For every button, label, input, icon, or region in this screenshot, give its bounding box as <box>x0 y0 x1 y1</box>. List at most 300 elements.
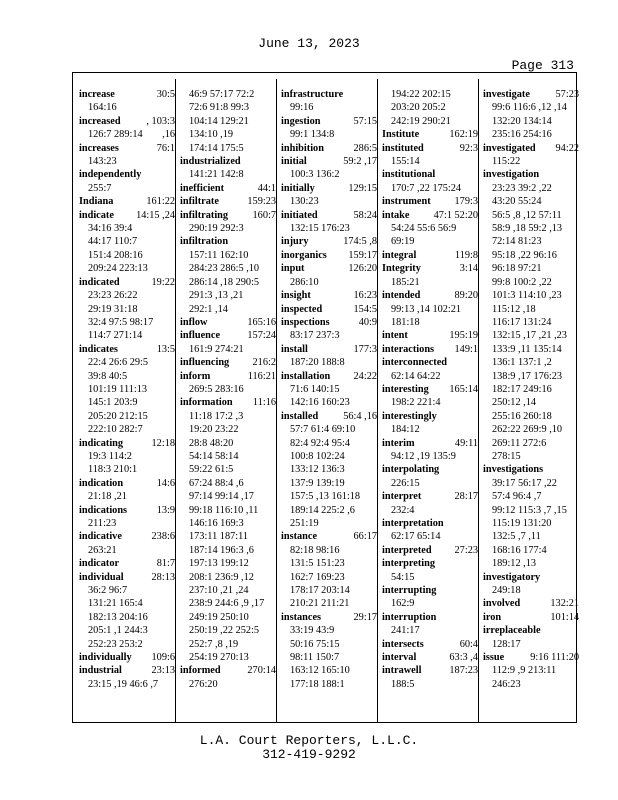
index-continuation <box>483 450 579 463</box>
entry-refs: 72:14 81:23 <box>492 236 542 248</box>
index-continuation <box>382 115 478 128</box>
entry-term: involved <box>483 598 521 610</box>
index-continuation <box>79 182 175 195</box>
entry-term: increases <box>79 142 119 154</box>
entry-refs: 168:16 177:4 <box>492 544 547 556</box>
entry-refs: 104:14 129:21 <box>189 115 249 127</box>
index-continuation <box>382 504 478 517</box>
index-continuation <box>483 584 579 597</box>
index-column-5 <box>483 88 579 722</box>
index-continuation <box>483 155 579 168</box>
entry-refs: 39:17 56:17 ,22 <box>492 477 557 489</box>
entry-term: interactions <box>382 343 435 355</box>
entry-refs: 130:23 <box>290 196 319 208</box>
index-entry <box>180 370 276 383</box>
entry-refs: 94:12 ,19 135:9 <box>391 450 456 462</box>
index-entry <box>382 611 478 624</box>
index-continuation <box>79 517 175 530</box>
entry-term: issue <box>483 652 505 664</box>
entry-refs: 149:1 <box>454 343 478 355</box>
entry-refs: 205:1 ,1 244:3 <box>88 625 148 637</box>
entry-refs: 249:18 <box>492 585 521 597</box>
entry-refs: 29:17 <box>353 611 377 623</box>
entry-refs: 56:4 ,16 <box>343 410 377 422</box>
entry-term: individually <box>79 652 132 664</box>
index-entry <box>281 88 377 101</box>
index-continuation <box>79 638 175 651</box>
entry-term: independently <box>79 169 142 181</box>
index-entry <box>382 651 478 664</box>
index-continuation <box>180 584 276 597</box>
index-continuation <box>382 597 478 610</box>
index-continuation <box>79 316 175 329</box>
entry-term: individual <box>79 571 124 583</box>
index-continuation <box>281 463 377 476</box>
reporter-footer <box>0 734 618 762</box>
entry-term: investigations <box>483 464 544 476</box>
entry-refs: 187:14 196:3 ,6 <box>189 544 254 556</box>
index-continuation <box>483 182 579 195</box>
index-continuation <box>79 249 175 262</box>
entry-refs: 89:20 <box>454 290 478 302</box>
entry-refs: 59:2 ,17 <box>343 156 377 168</box>
entry-term: interpreting <box>382 558 436 570</box>
index-continuation <box>180 249 276 262</box>
index-continuation <box>180 115 276 128</box>
index-continuation <box>79 128 175 141</box>
entry-refs: 211:23 <box>88 518 117 529</box>
entry-refs: 99:1 134:8 <box>290 129 335 141</box>
entry-refs: 132:21 <box>550 598 579 610</box>
index-continuation <box>281 664 377 677</box>
entry-term: instituted <box>382 142 424 154</box>
index-continuation <box>281 437 377 450</box>
entry-term: intent <box>382 330 408 342</box>
entry-refs: 23:23 39:2 ,22 <box>492 182 552 194</box>
index-entry <box>382 142 478 155</box>
entry-term: informed <box>180 665 221 677</box>
entry-refs: 82:18 98:16 <box>290 544 340 556</box>
entry-refs: 81:7 <box>156 558 175 570</box>
index-continuation <box>281 168 377 181</box>
entry-refs: 134:10 ,19 <box>189 129 234 141</box>
entry-refs: 189:12 ,13 <box>492 558 537 570</box>
entry-term: inflow <box>180 316 208 328</box>
index-entry <box>281 115 377 128</box>
entry-refs: 44:17 110:7 <box>88 236 138 248</box>
index-column-3 <box>281 88 377 722</box>
entry-refs: 226:15 <box>391 477 420 489</box>
index-entry <box>281 289 377 302</box>
entry-term: interpolating <box>382 464 440 476</box>
entry-term: inefficient <box>180 182 225 194</box>
index-continuation <box>79 383 175 396</box>
entry-refs: 67:24 88:4 ,6 <box>189 477 244 489</box>
entry-term: interestingly <box>382 410 437 422</box>
entry-refs: 54:14 58:14 <box>189 450 239 462</box>
entry-term: inspections <box>281 316 330 328</box>
index-continuation <box>79 611 175 624</box>
index-entry <box>281 182 377 195</box>
entry-term: increased <box>79 115 121 127</box>
index-entry <box>79 664 175 677</box>
index-entry <box>281 530 377 543</box>
entry-refs: 3:14 <box>459 263 478 275</box>
index-entry <box>79 195 175 208</box>
entry-term: influencing <box>180 357 230 369</box>
entry-refs: 174:14 175:5 <box>189 142 244 154</box>
entry-refs: 162:7 169:23 <box>290 571 345 583</box>
index-entry <box>79 209 175 222</box>
index-entry <box>281 370 377 383</box>
column-divider <box>478 79 479 722</box>
entry-refs: 28:17 <box>454 491 478 503</box>
entry-term: infiltrating <box>180 209 229 221</box>
entry-term: interpret <box>382 491 422 503</box>
entry-refs: 138:9 ,17 176:23 <box>492 370 563 382</box>
entry-refs: 133:9 ,11 135:14 <box>492 343 562 355</box>
index-continuation <box>180 638 276 651</box>
index-continuation <box>483 356 579 369</box>
entry-refs: 11:18 17:2 ,3 <box>189 410 244 422</box>
entry-refs: 19:3 114:2 <box>88 450 132 462</box>
index-entry <box>281 316 377 329</box>
entry-term: interrupting <box>382 585 437 597</box>
index-entry <box>483 597 579 610</box>
column-divider <box>276 79 277 722</box>
index-continuation <box>79 597 175 610</box>
entry-refs: 159:17 <box>348 249 377 261</box>
index-continuation <box>281 396 377 409</box>
index-continuation <box>382 423 478 436</box>
index-entry <box>79 88 175 101</box>
index-continuation <box>382 450 478 463</box>
entry-refs: 179:3 <box>454 196 478 208</box>
entry-refs: 154:5 <box>353 303 377 315</box>
entry-refs: 14:6 <box>156 477 175 489</box>
index-continuation <box>281 329 377 342</box>
index-continuation <box>281 638 377 651</box>
index-entry <box>483 611 579 624</box>
entry-refs: 14:15 ,24 <box>136 209 175 221</box>
index-entry <box>382 437 478 450</box>
entry-term: Integrity <box>382 263 421 275</box>
entry-term: intended <box>382 290 421 302</box>
entry-refs: 198:2 221:4 <box>391 397 441 409</box>
index-continuation <box>382 316 478 329</box>
index-entry <box>382 343 478 356</box>
entry-refs: 116:17 131:24 <box>492 316 552 328</box>
index-continuation <box>79 624 175 637</box>
entry-refs: 182:13 204:16 <box>88 611 148 623</box>
entry-refs: 47:1 52:20 <box>433 209 478 221</box>
entry-refs: 151:4 208:16 <box>88 249 143 261</box>
entry-refs: 23:23 26:22 <box>88 290 138 302</box>
index-continuation <box>483 477 579 490</box>
index-entry <box>382 383 478 396</box>
entry-refs: 32:4 97:5 98:17 <box>88 316 154 328</box>
index-continuation <box>79 329 175 342</box>
index-continuation <box>180 571 276 584</box>
entry-term: indicator <box>79 558 120 570</box>
entry-refs: 76:1 <box>156 142 175 154</box>
index-continuation <box>180 88 276 101</box>
index-entry <box>483 651 579 664</box>
entry-refs: 58:9 ,18 59:2 ,13 <box>492 223 563 235</box>
entry-refs: 57:23 <box>555 89 579 100</box>
entry-refs: 66:17 <box>353 531 377 543</box>
entry-refs: 203:20 205:2 <box>391 102 446 114</box>
index-entry <box>79 504 175 517</box>
entry-term: interconnected <box>382 357 448 369</box>
entry-refs: 23:13 <box>151 665 175 677</box>
entry-refs: 126:20 <box>348 263 377 275</box>
index-continuation <box>180 624 276 637</box>
index-continuation <box>180 128 276 141</box>
index-continuation <box>79 356 175 369</box>
index-continuation <box>281 651 377 664</box>
index-continuation <box>79 262 175 275</box>
index-continuation <box>79 155 175 168</box>
index-column-1 <box>79 88 175 722</box>
index-entry <box>382 664 478 677</box>
entry-refs: 112:9 ,9 213:11 <box>492 665 557 677</box>
index-continuation <box>483 383 579 396</box>
index-continuation <box>281 276 377 289</box>
index-entry <box>79 276 175 289</box>
entry-refs: 28:13 <box>151 571 175 583</box>
index-continuation <box>79 235 175 248</box>
entry-refs: 284:23 286:5 ,10 <box>189 263 260 275</box>
entry-refs: 40:9 <box>358 316 377 328</box>
entry-refs: 46:9 57:17 72:2 <box>189 89 255 100</box>
index-continuation <box>281 597 377 610</box>
entry-term: inorganics <box>281 249 327 261</box>
entry-refs: 39:8 40:5 <box>88 370 128 382</box>
index-continuation <box>281 490 377 503</box>
index-entry <box>281 249 377 262</box>
entry-refs: 195:19 <box>449 330 478 342</box>
entry-refs: 44:1 <box>257 182 276 194</box>
entry-term: indicated <box>79 276 120 288</box>
index-continuation <box>180 262 276 275</box>
index-continuation <box>180 557 276 570</box>
entry-refs: 189:14 225:2 ,6 <box>290 504 355 516</box>
index-continuation <box>281 544 377 557</box>
index-continuation <box>483 115 579 128</box>
index-entry <box>180 329 276 342</box>
index-continuation <box>483 276 579 289</box>
entry-refs: 27:23 <box>454 544 478 556</box>
index-continuation <box>180 463 276 476</box>
entry-refs: 49:11 <box>454 437 478 449</box>
entry-refs: 62:17 65:14 <box>391 531 441 543</box>
entry-refs: 263:21 <box>88 544 117 556</box>
entry-refs: 99:16 <box>290 102 314 114</box>
index-continuation <box>281 101 377 114</box>
entry-term: intake <box>382 209 410 221</box>
index-entry <box>483 463 579 476</box>
index-continuation <box>79 396 175 409</box>
entry-term: interesting <box>382 383 429 395</box>
entry-term: investigated <box>483 142 536 154</box>
entry-term: intrawell <box>382 665 422 677</box>
index-continuation <box>382 155 478 168</box>
entry-refs: 28:8 48:20 <box>189 437 234 449</box>
index-entry <box>382 356 478 369</box>
index-entry <box>79 477 175 490</box>
entry-refs: 82:4 92:4 95:4 <box>290 437 351 449</box>
index-column-2 <box>180 88 276 722</box>
entry-term: infrastructure <box>281 89 344 100</box>
entry-refs: 94:22 <box>555 142 579 154</box>
entry-refs: 132:15 ,17 ,21 ,23 <box>492 330 567 342</box>
entry-refs: 13:9 <box>156 504 175 516</box>
entry-refs: 54:24 55:6 56:9 <box>391 223 457 235</box>
index-entry <box>382 490 478 503</box>
entry-term: indications <box>79 504 128 516</box>
index-continuation <box>483 128 579 141</box>
index-continuation <box>180 303 276 316</box>
entry-term: investigate <box>483 89 530 100</box>
entry-refs: 109:6 <box>151 652 175 664</box>
index-entry <box>382 289 478 302</box>
index-entry <box>382 128 478 141</box>
entry-refs: 95:18 ,22 96:16 <box>492 249 557 261</box>
index-continuation <box>382 530 478 543</box>
entry-refs: 126:7 289:14 <box>88 129 143 141</box>
index-continuation <box>180 611 276 624</box>
index-entry <box>281 235 377 248</box>
entry-term: influence <box>180 330 221 342</box>
entry-refs: 286:14 ,18 290:5 <box>189 276 260 288</box>
index-continuation <box>281 383 377 396</box>
entry-refs: 232:4 <box>391 504 415 516</box>
entry-term: industrialized <box>180 156 241 168</box>
index-continuation <box>180 544 276 557</box>
entry-refs: 69:19 <box>391 236 415 248</box>
entry-term: intersects <box>382 638 424 650</box>
entry-refs: 161:9 274:21 <box>189 343 244 355</box>
entry-refs: 181:18 <box>391 316 420 328</box>
entry-refs: 269:5 283:16 <box>189 383 244 395</box>
index-entry <box>382 638 478 651</box>
index-continuation <box>483 329 579 342</box>
entry-refs: 13:5 <box>156 343 175 355</box>
entry-refs: 9:16 111:20 <box>530 652 579 664</box>
index-continuation <box>483 517 579 530</box>
entry-refs: 22:4 26:6 29:5 <box>88 357 149 369</box>
index-continuation <box>180 101 276 114</box>
entry-refs: 252:23 253:2 <box>88 638 143 650</box>
index-continuation <box>483 638 579 651</box>
index-continuation <box>180 477 276 490</box>
entry-refs: 157:11 162:10 <box>189 249 249 261</box>
index-entry <box>79 115 175 128</box>
index-continuation <box>483 249 579 262</box>
index-continuation <box>483 343 579 356</box>
index-continuation <box>483 544 579 557</box>
entry-refs: 58:24 <box>353 209 377 221</box>
entry-refs: 60:4 <box>459 638 478 650</box>
entry-refs: 16:23 <box>353 290 377 302</box>
entry-refs: 194:22 202:15 <box>391 89 451 100</box>
index-continuation <box>382 624 478 637</box>
index-entry <box>180 209 276 222</box>
index-continuation <box>483 437 579 450</box>
index-entry <box>382 584 478 597</box>
entry-term: indicating <box>79 437 124 449</box>
entry-refs: 137:9 139:19 <box>290 477 345 489</box>
index-column-4 <box>382 88 478 722</box>
entry-term: investigatory <box>483 571 541 583</box>
entry-refs: 173:11 187:11 <box>189 531 249 543</box>
entry-refs: ,16 <box>162 129 175 141</box>
index-entry <box>79 530 175 543</box>
entry-refs: 34:16 39:4 <box>88 223 133 235</box>
index-entry <box>382 410 478 423</box>
entry-refs: 255:16 260:18 <box>492 410 552 422</box>
entry-term: indicate <box>79 209 114 221</box>
index-continuation <box>180 383 276 396</box>
index-continuation <box>382 370 478 383</box>
entry-refs: 235:16 254:16 <box>492 129 552 141</box>
index-continuation <box>180 168 276 181</box>
index-entry <box>281 262 377 275</box>
entry-refs: 100:8 102:24 <box>290 450 345 462</box>
entry-term: interval <box>382 652 417 664</box>
index-continuation <box>483 557 579 570</box>
entry-refs: 238:6 <box>151 531 175 543</box>
index-continuation <box>79 423 175 436</box>
index-continuation <box>483 289 579 302</box>
index-continuation <box>281 504 377 517</box>
index-continuation <box>382 88 478 101</box>
entry-refs: 187:23 <box>449 665 478 677</box>
entry-term: injury <box>281 236 309 248</box>
index-continuation <box>483 262 579 275</box>
index-continuation <box>281 356 377 369</box>
entry-refs: 132:5 ,7 ,11 <box>492 531 541 543</box>
entry-refs: 99:13 ,14 102:21 <box>391 303 462 315</box>
entry-term: ingestion <box>281 115 321 127</box>
entry-refs: 11:16 <box>252 397 276 409</box>
index-continuation <box>180 530 276 543</box>
entry-refs: 276:20 <box>189 678 218 690</box>
index-entry <box>281 155 377 168</box>
reporter-phone: 312-419-9292 <box>262 747 356 762</box>
index-continuation <box>281 222 377 235</box>
entry-refs: 23:15 ,19 46:6 ,7 <box>88 678 159 690</box>
index-entry <box>281 611 377 624</box>
index-continuation <box>483 303 579 316</box>
entry-refs: 209:24 223:13 <box>88 263 148 275</box>
entry-refs: 19:22 <box>151 276 175 288</box>
index-entry <box>382 168 478 181</box>
entry-refs: 286:5 <box>353 142 377 154</box>
entry-refs: 129:15 <box>348 182 377 194</box>
entry-refs: 252:7 ,8 ,19 <box>189 638 239 650</box>
index-entry <box>382 195 478 208</box>
index-entry <box>382 262 478 275</box>
entry-term: Indiana <box>79 196 114 208</box>
entry-refs: 57:15 <box>353 115 377 127</box>
entry-refs: 165:16 <box>247 316 276 328</box>
entry-refs: 24:22 <box>353 370 377 382</box>
entry-refs: 92:3 <box>459 142 478 154</box>
entry-refs: 19:20 23:22 <box>189 424 239 436</box>
entry-refs: 254:19 270:13 <box>189 652 249 664</box>
